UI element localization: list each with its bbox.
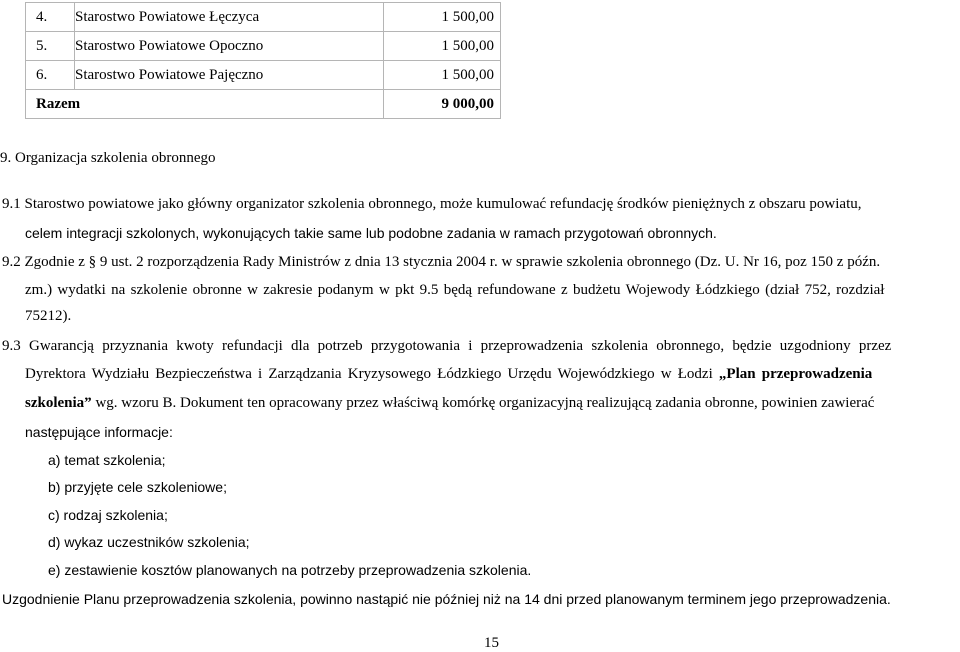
row-amount: 1 500,00	[384, 61, 501, 90]
refund-table	[25, 2, 501, 119]
row-number: 6.	[26, 61, 75, 90]
para-9-3-line3	[25, 395, 874, 412]
section-heading: 9. Organizacja szkolenia obronnego	[0, 150, 216, 166]
table-row	[26, 32, 501, 61]
row-name: Starostwo Powiatowe Opoczno	[75, 32, 384, 61]
row-name: Starostwo Powiatowe Pajęczno	[75, 61, 384, 90]
list-item: a) temat szkolenia;	[48, 452, 166, 468]
list-item: d) wykaz uczestników szkolenia;	[48, 534, 250, 550]
para-9-2-line1: 9.2 Zgodnie z § 9 ust. 2 rozporządzenia Rady Ministrów z dnia 13 stycznia 2004 r. w sprawie szkolenia obronnego (Dz. U. Nr 16, poz 150 z późn.	[2, 254, 881, 270]
row-amount: 1 500,00	[384, 32, 501, 61]
table-row	[26, 3, 501, 32]
table-total-row	[26, 90, 501, 119]
row-amount: 1 500,00	[384, 3, 501, 32]
para-9-1-line2: celem integracji szkolonych, wykonujących takie same lub podobne zadania w ramach przygotowań obronnych.	[25, 225, 717, 241]
list-item: e) zestawienie kosztów planowanych na potrzeby przeprowadzenia szkolenia.	[48, 562, 532, 578]
total-amount: 9 000,00	[384, 90, 501, 119]
row-name: Starostwo Powiatowe Łęczyca	[75, 3, 384, 32]
para-9-3-line1: 9.3 Gwarancją przyznania kwoty refundacji dla potrzeb przygotowania i przeprowadzenia szkolenia obronnego, będzie uzgodniony przez	[2, 338, 892, 354]
plan-title-part2: szkolenia”	[25, 395, 92, 411]
para-9-1-line1: 9.1 Starostwo powiatowe jako główny organizator szkolenia obronnego, może kumulować refundację środków pieniężnych z obszaru powiatu,	[2, 196, 862, 212]
row-number: 4.	[26, 3, 75, 32]
table-row	[26, 61, 501, 90]
para-9-3-line4: następujące informacje:	[25, 424, 173, 440]
para-9-2-line2: zm.) wydatki na szkolenie obronne w zakresie podanym w pkt 9.5 będą refundowane z budżetu Wojewody Łódzkiego (dział 752, rozdział	[25, 282, 885, 298]
plan-title-part1: „Plan przeprowadzenia	[718, 366, 873, 382]
list-item: c) rodzaj szkolenia;	[48, 507, 168, 523]
row-number: 5.	[26, 32, 75, 61]
para-9-3-line2-text: Dyrektora Wydziału Bezpieczeństwa i Zarządzania Kryzysowego Łódzkiego Urzędu Wojewódzkiego w Łodzi	[25, 366, 713, 382]
agreement-note: Uzgodnienie Planu przeprowadzenia szkolenia, powinno nastąpić nie później niż na 14 dni przed planowanym terminem jego przeprowadzenia.	[2, 591, 891, 607]
page-number: 15	[484, 635, 499, 651]
total-label: Razem	[26, 90, 384, 119]
para-9-2-line3: 75212).	[25, 308, 72, 324]
list-item: b) przyjęte cele szkoleniowe;	[48, 479, 227, 495]
para-9-3-line3-text: wg. wzoru B. Dokument ten opracowany przez właściwą komórkę organizacyjną realizującą zadania obronne, powinien zawierać	[95, 395, 875, 411]
para-9-3-line2	[25, 366, 872, 383]
